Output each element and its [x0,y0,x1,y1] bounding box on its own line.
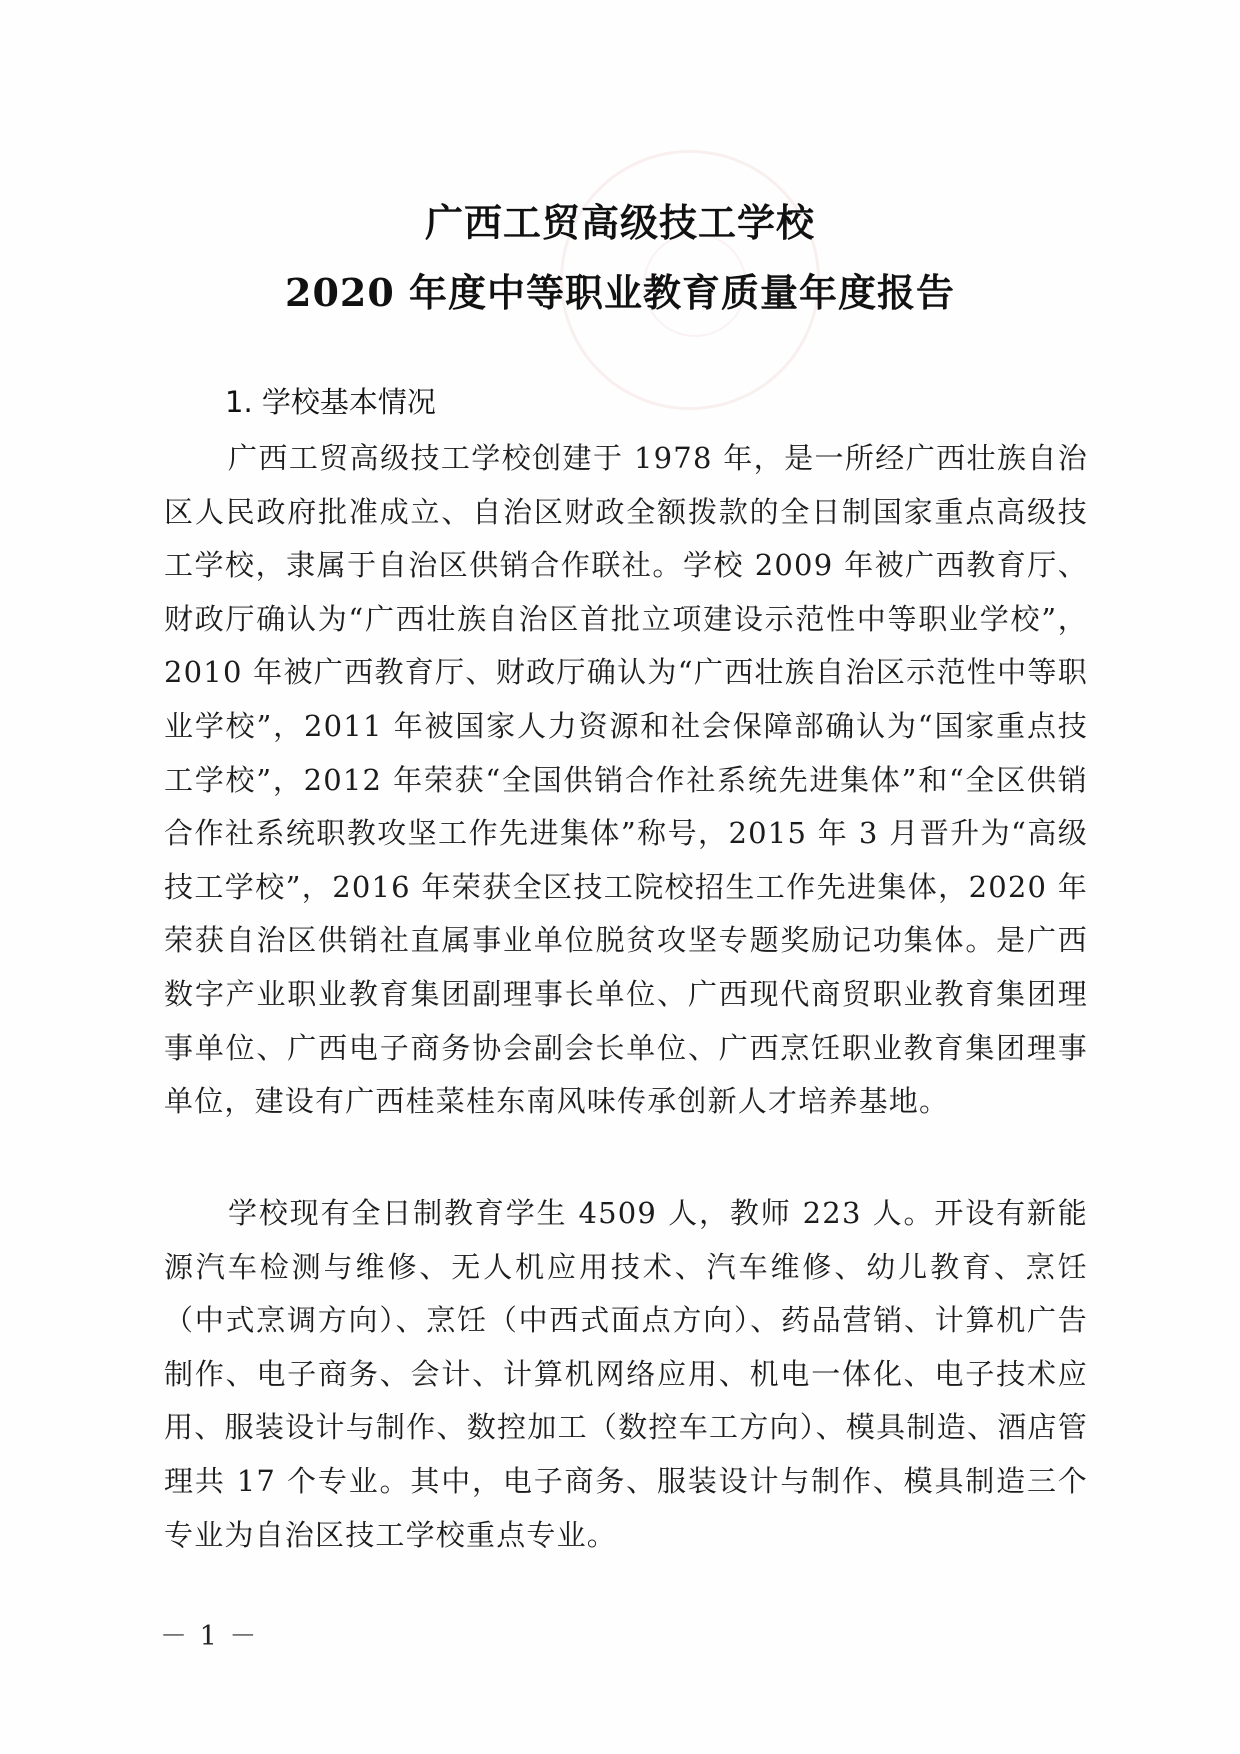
body-paragraph: 学校现有全日制教育学生 4509 人，教师 223 人。开设有新能源汽车检测与维修、无人机应用技术、汽车维修、幼儿教育、烹饪（中式烹调方向）、烹饪（中西式面点方向）、药品营销、计算机广告制作、电子商务、会计、计算机网络应用、机电一体化、电子技术应用、服装设计与制作、数控加工（数控车工方向）、模具制造、酒店管理共 17 个专业。其中，电子商务、服装设计与制作、模具制造三个专业为自治区技工学校重点专业。 [164,1196,1088,1552]
title-line-school: 广西工贸高级技工学校 [424,200,815,245]
document-title [0,188,1240,328]
body-paragraph: 广西工贸高级技工学校创建于 1978 年，是一所经广西壮族自治区人民政府批准成立、自治区财政全额拨款的全日制国家重点高级技工学校，隶属于自治区供销合作联社。学校 2009 年被广西教育厅、财政厅确认为“广西壮族自治区首批立项建设示范性中等职业学校”，2010 年被广西教育厅、财政厅确认为“广西壮族自治区示范性中等职业学校”，2011 年被国家人力资源和社会保障部确认为“国家重点技工学校”，2012 年荣获“全国供销合作社系统先进集体”和“全区供销合作社系统职教攻坚工作先进集体”称号，2015 年 3 月晋升为“高级技工学校”，2016 年荣获全区技工院校招生工作先进集体，2020 年荣获自治区供销社直属事业单位脱贫攻坚专题奖励记功集体。是广西数字产业职业教育集团副理事长单位、广西现代商贸职业教育集团理事单位、广西电子商务协会副会长单位、广西烹饪职业教育集团理事单位，建设有广西桂菜桂东南风味传承创新人才培养基地。 [164,441,1088,1119]
page-number: － 1 － [160,1621,259,1652]
title-line-report: 2020 年度中等职业教育质量年度报告 [285,270,955,315]
section-heading: 1. 学校基本情况 [225,385,436,419]
